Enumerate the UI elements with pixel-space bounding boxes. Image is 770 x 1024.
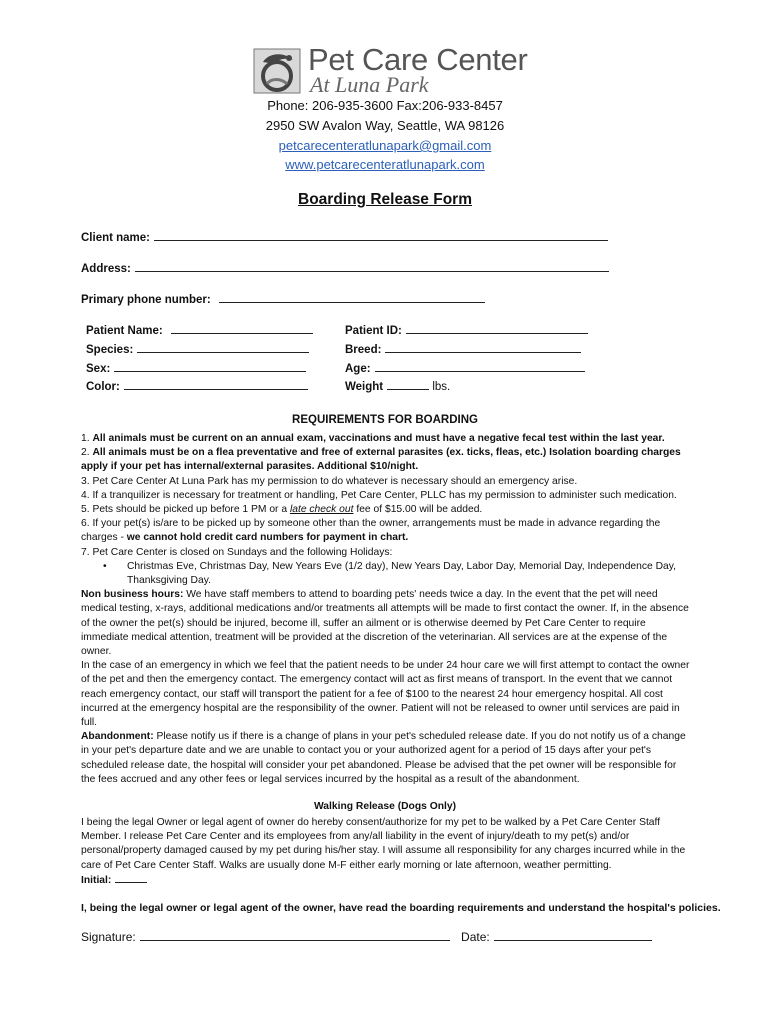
color-field[interactable] [124, 379, 308, 390]
pet-logo-icon [253, 48, 301, 94]
requirement-2 [81, 446, 693, 474]
requirement-3: 3. Pet Care Center At Luna Park has my permission to do whatever is necessary should an emergency arise. [81, 475, 578, 487]
age-field[interactable] [375, 361, 585, 372]
requirement-5-text-a: 5. Pets should be picked up before 1 PM or a [81, 504, 290, 516]
date-field[interactable] [494, 929, 652, 941]
species-row [86, 342, 309, 356]
initial-field[interactable] [115, 873, 147, 883]
age-label: Age: [345, 363, 371, 375]
patient-id-field[interactable] [406, 323, 588, 334]
walking-release-body [81, 816, 693, 888]
patient-id-row [345, 323, 588, 337]
clinic-name: Pet Care Center [308, 42, 528, 77]
primary-phone-field[interactable] [219, 292, 485, 303]
patient-name-row [86, 323, 313, 337]
color-label: Color: [86, 381, 120, 393]
website-link[interactable]: www.petcarecenteratlunapark.com [285, 157, 485, 172]
phone-fax-line: Phone: 206-935-3600 Fax:206-933-8457 [267, 98, 503, 113]
sex-row [86, 361, 306, 375]
holidays-bullet [81, 560, 693, 588]
walking-release-title: Walking Release (Dogs Only) [313, 801, 457, 812]
client-name-field[interactable] [154, 230, 608, 241]
requirement-5-text-b: fee of $15.00 will be added. [353, 504, 483, 516]
sex-label: Sex: [86, 363, 111, 375]
sex-field[interactable] [114, 361, 306, 372]
patient-name-label: Patient Name: [86, 325, 163, 337]
client-name-label: Client name: [81, 232, 151, 244]
clinic-location: At Luna Park [310, 72, 429, 97]
non-business-text: We have staff members to attend to boarding pets' needs twice a day. In the event that the pet will need medical testing, x-rays, additional medications and/or treatments all attempts will be made to first contact the owner. If, in the absence of the owner the pet(s) should be injured, become ill, suffer an ailment or is otherwise deemed by Pet Care Center to require immediate medical attention, treatment will be provided at the discretion of the veterinarian. All services are at the expense of the owner. [81, 589, 689, 658]
signature-label: Signature: [81, 930, 136, 944]
requirement-1 [81, 432, 693, 446]
requirement-6 [81, 517, 693, 545]
emergency-paragraph: In the case of an emergency in which we feel that the patient needs to be under 24 hour care we will first attempt to contact the owner of the pet and then the emergency contact. The emergency contact will act as first means of transport. In the event that we cannot reach emergency contact, our staff will transport the patient for a fee of $100 to the nearest 24 hour emergency hospital. All cost incurred at the emergency hospital are the responsibility of the owner. Patient will not be released to owner until services are paid in full. [81, 660, 690, 729]
signature-row [81, 929, 652, 944]
breed-field[interactable] [385, 342, 581, 353]
primary-phone-row [81, 292, 485, 306]
bullet-icon: • [103, 560, 107, 572]
patient-id-label: Patient ID: [345, 325, 402, 337]
requirement-5 [81, 503, 693, 517]
signature-field[interactable] [140, 929, 450, 941]
form-title: Boarding Release Form [298, 191, 472, 208]
client-name-row [81, 230, 608, 244]
breed-label: Breed: [345, 344, 382, 356]
weight-label: Weight [345, 381, 384, 393]
requirement-6-bold: we cannot hold credit card numbers for payment in chart. [126, 532, 409, 544]
requirement-7: 7. Pet Care Center is closed on Sundays and the following Holidays: [81, 546, 393, 558]
color-row [86, 379, 308, 393]
address-line: 2950 SW Avalon Way, Seattle, WA 98126 [265, 118, 505, 133]
primary-phone-label: Primary phone number: [81, 294, 211, 306]
late-checkout-term: late check out [289, 504, 354, 516]
clinic-logo [253, 42, 528, 97]
requirement-2-text: All animals must be on a flea preventative and free of external parasites (ex. ticks, fleas, etc.) Isolation boarding charges apply if your pet has internal/external parasites. Additional $10/night. [81, 447, 681, 473]
species-label: Species: [86, 344, 134, 356]
weight-row [345, 379, 450, 393]
requirement-6-text: 6. If your pet(s) is/are to be picked up by someone other than the owner, arrangements must be made in advance regarding the charges - [81, 518, 661, 544]
requirements-list [81, 432, 693, 787]
species-field[interactable] [137, 342, 309, 353]
age-row [345, 361, 585, 375]
acknowledgement-statement: I, being the legal owner or legal agent of the owner, have read the boarding requirements and understand the hospital's policies. [81, 902, 721, 914]
requirement-4: 4. If a tranquilizer is necessary for treatment or handling, Pet Care Center, PLLC has my permission to administer such medication. [81, 489, 677, 501]
initial-label: Initial: [81, 874, 112, 886]
requirements-title: REQUIREMENTS FOR BOARDING [292, 414, 478, 426]
address-row [81, 261, 609, 275]
abandonment-label: Abandonment: [81, 731, 154, 743]
email-row [0, 138, 770, 153]
patient-name-field[interactable] [171, 323, 313, 334]
abandonment-text: Please notify us if there is a change of plans in your pet's scheduled release date. If you do not notify us of a change in your pet's departure date and we are unable to contact you or your authorized agent for a period of 15 days after your pet's scheduled release date, the hospital will consider your pet abandoned. Please be advised that the pet owner will be responsible for the fees accrued and any other fees or legal services incurred by the hospital as a result of the abandonment. [81, 731, 686, 785]
requirement-1-number: 1. [81, 433, 90, 444]
non-business-label: Non business hours: [81, 589, 184, 601]
email-link[interactable]: petcarecenteratlunapark@gmail.com [278, 138, 492, 153]
initial-row [81, 873, 693, 888]
weight-field[interactable] [387, 379, 429, 390]
requirement-1-text: All animals must be current on an annual exam, vaccinations and must have a negative fecal test within the last year. [92, 433, 665, 444]
address-field[interactable] [135, 261, 609, 272]
requirement-2-number: 2. [81, 447, 90, 459]
address-label: Address: [81, 263, 131, 275]
abandonment-paragraph [81, 730, 693, 787]
walking-release-text: I being the legal Owner or legal agent of owner do hereby consent/authorize for my pet to be walked by a Pet Care Center Staff Member. I release Pet Care Center and its employees from any/all liability in the event of injury/death to my pet(s) and/or personal/property damaged caused by my pet during his/her stay. I will assume all responsibility for any charges incurred while in the care of Pet Care Center Staff. Walks are usually done M-F either early morning or late afternoon, weather permitting. [81, 817, 686, 871]
non-business-hours [81, 588, 693, 659]
date-label: Date: [461, 930, 490, 944]
website-row [0, 157, 770, 172]
holidays-text: Christmas Eve, Christmas Day, New Years Eve (1/2 day), New Years Day, Labor Day, Memorial Day, Independence Day, Thanksgiving Day. [127, 560, 677, 587]
breed-row [345, 342, 581, 356]
weight-unit: lbs. [432, 381, 451, 393]
